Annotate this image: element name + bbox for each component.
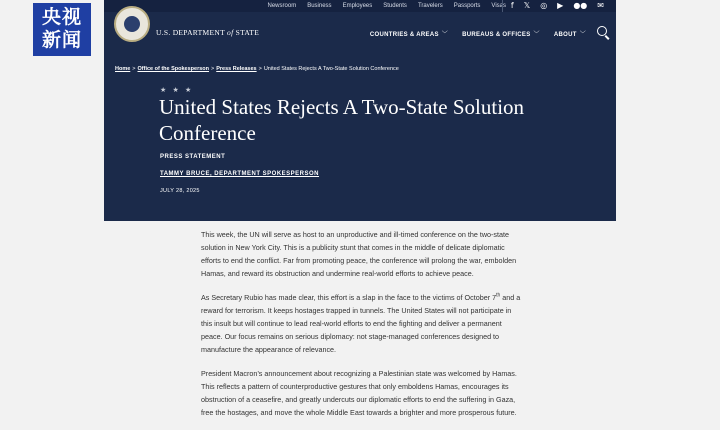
utility-link-travelers[interactable]: Travelers	[417, 3, 443, 9]
utility-link-visas[interactable]: Visas	[491, 3, 506, 9]
chevron-down-icon: ﹀	[441, 32, 449, 38]
nav-about[interactable]	[554, 29, 586, 38]
article-paragraph-2-start: As Secretary Rubio has made clear, this effort is a slap in the face to the victims of October 7	[201, 293, 497, 302]
channel-logo	[33, 3, 91, 56]
nav-countries-areas[interactable]	[370, 29, 448, 38]
email-icon[interactable]: ✉	[597, 1, 604, 10]
nav-about-label: ABOUT	[553, 32, 577, 38]
breadcrumb-home[interactable]: Home	[115, 66, 131, 72]
social-icons	[502, 0, 604, 12]
breadcrumb-current: United States Rejects A Two-State Solution Conference	[263, 66, 399, 72]
flickr-icon[interactable]: ●●	[573, 1, 588, 10]
chevron-down-icon: ﹀	[533, 32, 540, 38]
channel-logo-line2: 新闻	[41, 29, 82, 51]
article-body	[201, 228, 521, 430]
statement-date: JULY 28, 2025	[160, 188, 200, 194]
utility-link-students[interactable]: Students	[383, 3, 407, 9]
breadcrumb	[115, 66, 399, 72]
channel-logo-line1: 央视	[41, 6, 82, 28]
instagram-icon[interactable]: ◎	[540, 1, 548, 10]
dept-name-of: of	[227, 28, 234, 37]
statement-author-link[interactable]: TAMMY BRUCE, DEPARTMENT SPOKESPERSON	[160, 171, 320, 177]
department-seal-icon[interactable]	[114, 6, 150, 42]
article-paragraph-1: This week, the UN will serve as host to an unproductive and ill-timed conference on the two-state solution in New York City. This is a publicity stunt that comes in the middle of delicate diplomatic efforts to end the conflict. Far from promoting peace, the conference will prolong the war, embolden Hamas, and reward its obstruction and undermine real-world efforts to achieve peace.	[201, 230, 517, 278]
youtube-icon[interactable]: ▶	[557, 1, 564, 10]
nav-bureaus-offices[interactable]	[462, 29, 540, 38]
utility-link-employees[interactable]: Employees	[342, 3, 373, 9]
breadcrumb-press-releases[interactable]: Press Releases	[216, 66, 257, 72]
department-name[interactable]	[156, 28, 259, 37]
statement-type: PRESS STATEMENT	[160, 154, 226, 160]
breadcrumb-separator: >	[211, 66, 215, 72]
site-header	[104, 0, 616, 221]
utility-link-business[interactable]: Business	[307, 3, 332, 9]
article-paragraph-2-end: and a reward for terrorism. It keeps hostages trapped in tunnels. The United States will not participate in this insult but will continue to lead real-world efforts to end the fighting and deliver a permanent peace. Our focus remains on serious diplomacy: not stage-managed conferences designed to manufacture the appearance of relevance.	[201, 293, 521, 354]
chevron-down-icon: ﹀	[579, 32, 586, 38]
article-paragraph-2	[201, 291, 521, 356]
dept-name-prefix: U.S. DEPARTMENT	[156, 28, 225, 37]
page-title: United States Rejects A Two-State Solution Conference	[159, 95, 525, 145]
utility-link-newsroom[interactable]: Newsroom	[267, 3, 297, 9]
dept-name-suffix: STATE	[235, 28, 260, 37]
nav-countries-areas-label: COUNTRIES & AREAS	[369, 32, 439, 38]
x-icon[interactable]: 𝕏	[523, 1, 531, 10]
breadcrumb-office[interactable]: Office of the Spokesperson	[137, 66, 210, 72]
search-icon[interactable]	[597, 26, 607, 36]
nav-bureaus-offices-label: BUREAUS & OFFICES	[462, 32, 531, 38]
utility-link-passports[interactable]: Passports	[453, 3, 481, 9]
utility-bar	[104, 0, 616, 12]
facebook-icon[interactable]: f	[510, 1, 514, 10]
stars-decoration: ★ ★ ★	[160, 86, 194, 94]
ordinal-suffix: th	[496, 292, 501, 299]
breadcrumb-separator: >	[258, 66, 262, 72]
main-nav	[370, 29, 586, 38]
utility-links	[268, 1, 506, 11]
breadcrumb-separator: >	[132, 66, 136, 72]
article-paragraph-3: President Macron’s announcement about recognizing a Palestinian state was welcomed by Hamas. This reflects a pattern of counterproductive gestures that only emboldens Hamas, encourages its obstruction of a ceasefire, and greatly undercuts our diplomatic efforts to end the suffering in Gaza, free the hostages, and move the whole Middle East towards a brighter and more prosperous future.	[201, 369, 517, 417]
